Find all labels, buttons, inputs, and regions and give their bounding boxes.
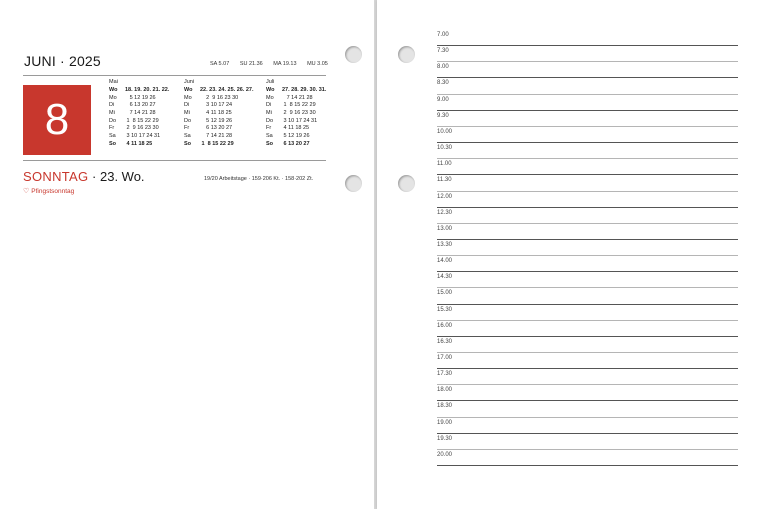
- pentecost-dove-icon: ♡: [23, 188, 30, 195]
- time-slot[interactable]: [437, 305, 738, 321]
- time-label: 8.30: [437, 80, 449, 87]
- mini-calendar-row: [266, 125, 326, 133]
- weekday-abbr: Fr: [109, 125, 115, 132]
- mini-calendar-row: [109, 95, 169, 103]
- month-year-title: JUNI · 2025: [24, 53, 101, 69]
- time-label: 13.00: [437, 225, 453, 232]
- weekday-abbr: Do: [184, 117, 192, 124]
- weekday-abbr: So: [266, 140, 274, 147]
- time-slot[interactable]: [437, 192, 738, 208]
- weekday-abbr: Fr: [184, 125, 190, 132]
- time-slot[interactable]: [437, 272, 738, 288]
- day-numbers: 6 13 20 27: [200, 125, 233, 132]
- week-numbers: 22. 23. 24. 25. 26. 27.: [200, 87, 254, 93]
- mini-calendar-juni: [184, 79, 254, 149]
- holiday-label: [23, 187, 74, 195]
- time-slot[interactable]: [437, 256, 738, 272]
- day-numbers: 5 12 19 26: [282, 133, 310, 140]
- day-numbers: 7 14 21 28: [200, 133, 233, 140]
- mini-calendar-row: [266, 141, 326, 149]
- time-label: 18.30: [437, 403, 453, 410]
- time-slot[interactable]: [437, 369, 738, 385]
- mini-calendar-row: [266, 95, 326, 103]
- weekday-abbr: Mo: [266, 94, 274, 101]
- time-label: 11.00: [437, 161, 452, 168]
- mini-calendar-row: [184, 102, 254, 110]
- weekday-name: SONNTAG: [23, 169, 89, 184]
- day-numbers: 4 11 18 25: [125, 140, 153, 147]
- week-label: Wo: [109, 87, 118, 93]
- weekday-abbr: Mi: [109, 110, 115, 117]
- time-slot[interactable]: [437, 450, 738, 466]
- time-label: 11.30: [437, 177, 452, 184]
- mini-calendar-row: [266, 133, 326, 141]
- time-label: 14.30: [437, 274, 453, 281]
- time-slot[interactable]: [437, 208, 738, 224]
- time-label: 10.30: [437, 145, 453, 152]
- work-days-info: 19/20 Arbeitstage · 159·206 Kt. · 158·202 Zt.: [204, 176, 314, 182]
- holiday-name: Pfingstsonntag: [31, 188, 75, 195]
- time-slot[interactable]: [437, 240, 738, 256]
- mini-calendar-week-numbers: [109, 87, 169, 95]
- day-numbers: 4 11 18 25: [200, 110, 232, 117]
- left-page: [0, 0, 374, 509]
- mini-calendar-row: [109, 141, 169, 149]
- time-slot[interactable]: [437, 321, 738, 337]
- weekday-abbr: So: [184, 140, 192, 147]
- weekday-abbr: So: [109, 140, 117, 147]
- time-label: 10.00: [437, 128, 453, 135]
- weekday-abbr: Mo: [109, 94, 117, 101]
- header-bottom-rule: [23, 160, 326, 161]
- time-label: 12.30: [437, 209, 453, 216]
- weekday-abbr: Di: [184, 102, 190, 109]
- mini-calendar-row: [184, 118, 254, 126]
- time-label: 15.30: [437, 306, 453, 313]
- day-numbers: 2 9 16 23 30: [125, 125, 159, 132]
- time-slot[interactable]: [437, 143, 738, 159]
- week-numbers: 27. 28. 29. 30. 31.: [282, 87, 327, 93]
- time-slot[interactable]: [437, 337, 738, 353]
- mini-calendar-row: [184, 110, 254, 118]
- time-label: 17.30: [437, 371, 453, 378]
- time-slot[interactable]: [437, 434, 738, 450]
- weekday-abbr: Fr: [266, 125, 272, 132]
- time-label: 7.00: [437, 32, 449, 38]
- time-label: 8.00: [437, 64, 449, 71]
- punch-hole-left-top: [345, 46, 362, 63]
- weekday-abbr: Sa: [109, 133, 116, 140]
- week-number: · 23. Wo.: [92, 169, 145, 184]
- mini-calendar-week-numbers: [184, 87, 254, 95]
- mini-calendar-row: [109, 110, 169, 118]
- weekday-abbr: Sa: [266, 133, 273, 140]
- sunset-time: SU 21.36: [239, 61, 263, 67]
- day-numbers: 5 12 19 26: [125, 94, 156, 101]
- mini-calendar-week-numbers: [266, 87, 326, 95]
- mini-calendar-row: [109, 102, 169, 110]
- punch-hole-right-top: [398, 46, 415, 63]
- day-numbers: 3 10 17 24 31: [125, 133, 161, 140]
- weekday-abbr: Sa: [184, 133, 191, 140]
- week-label: Wo: [266, 87, 275, 93]
- week-label: Wo: [184, 87, 193, 93]
- time-label: 12.00: [437, 193, 453, 200]
- slot-ruling-line: [437, 465, 738, 466]
- time-slot[interactable]: [437, 385, 738, 401]
- time-label: 19.00: [437, 419, 453, 426]
- time-slot[interactable]: [437, 111, 738, 127]
- mini-calendar-row: [266, 102, 326, 110]
- time-slot[interactable]: [437, 224, 738, 240]
- time-label: 7.30: [437, 48, 449, 55]
- time-label: 9.00: [437, 96, 449, 103]
- day-numbers: 5 12 19 26: [200, 117, 233, 124]
- mini-calendar-row: [266, 118, 326, 126]
- day-numbers: 1 8 15 22 29: [200, 140, 234, 147]
- time-label: 18.00: [437, 387, 453, 394]
- time-label: 16.30: [437, 338, 453, 345]
- day-numbers: 2 9 16 23 30: [200, 94, 239, 101]
- time-label: 15.00: [437, 290, 453, 297]
- weekday-abbr: Do: [109, 117, 117, 124]
- time-slot[interactable]: [437, 401, 738, 417]
- time-label: 13.30: [437, 241, 453, 248]
- mini-calendar-row: [109, 118, 169, 126]
- time-slot[interactable]: [437, 46, 738, 62]
- day-numbers: 1 8 15 22 29: [125, 117, 159, 124]
- mini-calendar-row: [184, 95, 254, 103]
- header-top-rule: [23, 75, 326, 76]
- mini-calendar-row: [184, 133, 254, 141]
- time-slot[interactable]: [437, 175, 738, 191]
- weekday-abbr: Di: [266, 102, 272, 109]
- time-slot[interactable]: [437, 353, 738, 369]
- time-label: 20.00: [437, 451, 453, 458]
- day-numbers: 4 11 18 25: [282, 125, 310, 132]
- day-numbers: 2 9 16 23 30: [282, 110, 316, 117]
- time-label: 19.30: [437, 435, 453, 442]
- weekday-abbr: Mi: [184, 110, 190, 117]
- mini-calendar-month-name: Mai: [109, 79, 118, 85]
- time-slot[interactable]: [437, 418, 738, 434]
- weekday-abbr: Di: [109, 102, 115, 109]
- day-numbers: 3 10 17 24 31: [282, 117, 318, 124]
- day-numbers: 6 13 20 27: [282, 140, 310, 147]
- punch-hole-left-bottom: [345, 175, 362, 192]
- weekday-abbr: Mi: [266, 110, 272, 117]
- mini-calendar-row: [184, 125, 254, 133]
- mini-calendar-row: [109, 133, 169, 141]
- mini-calendar-mai: [109, 79, 169, 149]
- time-slot[interactable]: [437, 30, 738, 46]
- punch-hole-right-bottom: [398, 175, 415, 192]
- day-numbers: 3 10 17 24: [200, 102, 233, 109]
- mini-calendar-row: [184, 141, 254, 149]
- mini-calendar-row: [109, 125, 169, 133]
- sunrise-time: SA 5.07: [210, 61, 230, 67]
- time-slot[interactable]: [437, 62, 738, 78]
- time-slot[interactable]: [437, 159, 738, 175]
- weekday-abbr: Mo: [184, 94, 192, 101]
- time-slot[interactable]: [437, 127, 738, 143]
- sun-moon-times: [210, 61, 337, 67]
- time-slot[interactable]: [437, 78, 738, 94]
- time-slot[interactable]: [437, 288, 738, 304]
- moonset-time: MU 3.05: [307, 61, 328, 67]
- mini-calendar-month-name: Juli: [266, 79, 275, 85]
- day-numbers: 7 14 21 28: [282, 94, 313, 101]
- time-label: 9.30: [437, 112, 449, 119]
- mini-calendar-row: [266, 110, 326, 118]
- time-label: 16.00: [437, 322, 453, 329]
- day-numbers: 1 8 15 22 29: [282, 102, 316, 109]
- time-label: 17.00: [437, 355, 453, 361]
- moonrise-time: MA 19.13: [273, 61, 297, 67]
- time-label: 14.00: [437, 258, 453, 265]
- weekday-abbr: Do: [266, 117, 274, 124]
- mini-calendar-month-name: Juni: [184, 79, 195, 85]
- day-numbers: 7 14 21 28: [125, 110, 156, 117]
- time-slot[interactable]: [437, 95, 738, 111]
- day-numbers: 6 13 20 27: [125, 102, 156, 109]
- weekday-heading: [23, 169, 145, 184]
- week-numbers: 18. 19. 20. 21. 22.: [125, 87, 170, 93]
- mini-calendar-juli: [266, 79, 326, 149]
- day-number-box: 8: [23, 85, 91, 155]
